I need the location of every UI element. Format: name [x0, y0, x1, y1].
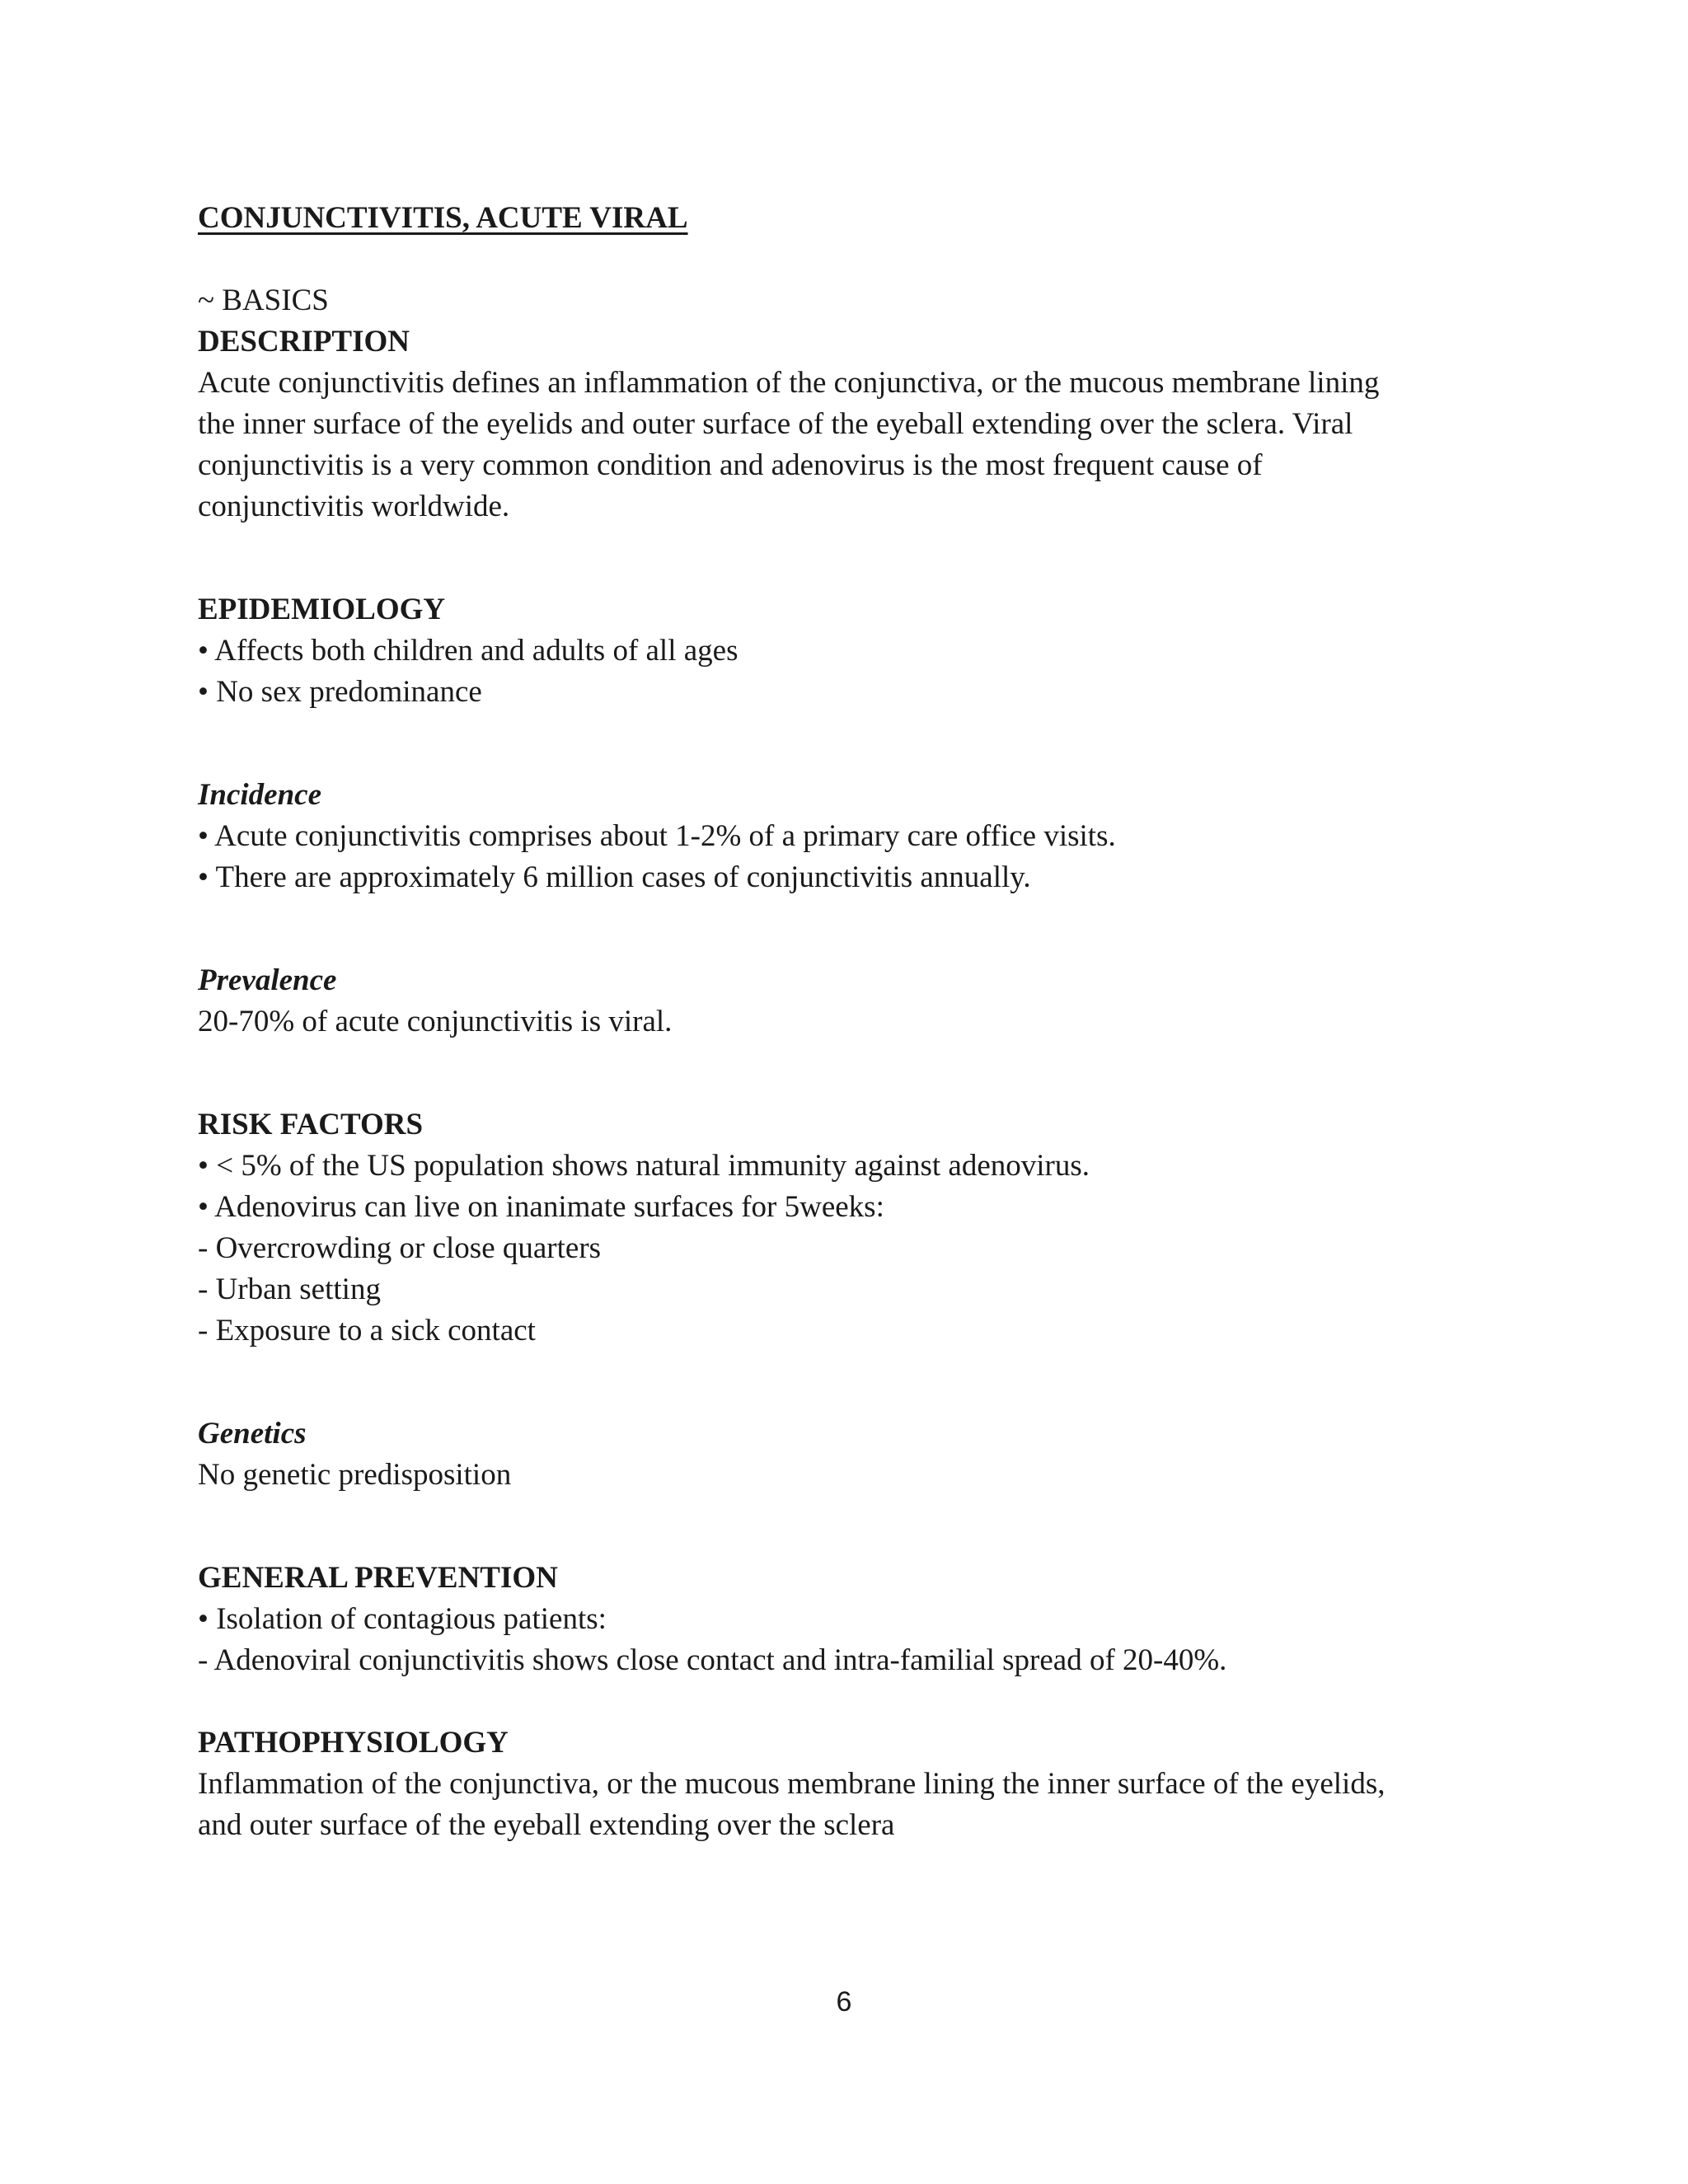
bullet-item: • Adenovirus can live on inanimate surfaces for 5weeks:	[198, 1190, 884, 1224]
subheading-genetics: Genetics	[198, 1417, 307, 1451]
spacer	[198, 527, 1500, 589]
text-line: the inner surface of the eyelids and outer surface of the eyeball extending over the sclera. Viral	[198, 407, 1353, 441]
dash-item: - Exposure to a sick contact	[198, 1314, 536, 1347]
genetics-section	[198, 1413, 1500, 1496]
spacer	[198, 1681, 1500, 1722]
basics-label: ~ BASICS	[198, 284, 329, 317]
text-line: conjunctivitis worldwide.	[198, 490, 510, 523]
bullet-item: • Isolation of contagious patients:	[198, 1602, 607, 1636]
spacer	[198, 1496, 1500, 1558]
section-heading-general-prevention: GENERAL PREVENTION	[198, 1561, 558, 1595]
dash-item: - Urban setting	[198, 1272, 381, 1306]
section-heading-pathophysiology: PATHOPHYSIOLOGY	[198, 1726, 509, 1760]
subheading-incidence: Incidence	[198, 778, 322, 812]
spacer	[198, 713, 1500, 775]
section-heading-epidemiology: EPIDEMIOLOGY	[198, 593, 446, 626]
risk-factors-section	[198, 1104, 1500, 1352]
spacer	[198, 898, 1500, 960]
section-heading-description: DESCRIPTION	[198, 325, 410, 359]
text-line: Inflammation of the conjunctiva, or the mucous membrane lining the inner surface of the eyelids,	[198, 1767, 1386, 1801]
page-number: 6	[836, 1986, 852, 2018]
bullet-item: • No sex predominance	[198, 675, 482, 709]
text-line: Acute conjunctivitis defines an inflammation of the conjunctiva, or the mucous membrane lining	[198, 366, 1380, 400]
document-title: CONJUNCTIVITIS, ACUTE VIRAL	[198, 201, 688, 235]
subheading-prevalence: Prevalence	[198, 963, 337, 997]
text-line: 20-70% of acute conjunctivitis is viral.	[198, 1005, 673, 1038]
description-section	[198, 321, 1500, 527]
section-heading-risk-factors: RISK FACTORS	[198, 1108, 424, 1141]
bullet-item: • There are approximately 6 million cases of conjunctivitis annually.	[198, 860, 1031, 894]
document-page	[198, 198, 1500, 1846]
incidence-section	[198, 775, 1500, 898]
text-line: No genetic predisposition	[198, 1458, 512, 1492]
dash-item: - Overcrowding or close quarters	[198, 1231, 602, 1265]
spacer	[198, 1352, 1500, 1413]
prevalence-section	[198, 960, 1500, 1043]
epidemiology-section	[198, 589, 1500, 713]
bullet-item: • Affects both children and adults of all ages	[198, 634, 738, 668]
spacer	[198, 1043, 1500, 1104]
text-line: and outer surface of the eyeball extending over the sclera	[198, 1808, 895, 1842]
bullet-item: • < 5% of the US population shows natural immunity against adenovirus.	[198, 1149, 1090, 1183]
pathophysiology-section	[198, 1722, 1500, 1846]
general-prevention-section	[198, 1558, 1500, 1681]
bullet-item: • Acute conjunctivitis comprises about 1-2% of a primary care office visits.	[198, 819, 1116, 853]
dash-item: - Adenoviral conjunctivitis shows close contact and intra-familial spread of 20-40%.	[198, 1643, 1227, 1677]
text-line: conjunctivitis is a very common condition and adenovirus is the most frequent cause of	[198, 448, 1263, 482]
